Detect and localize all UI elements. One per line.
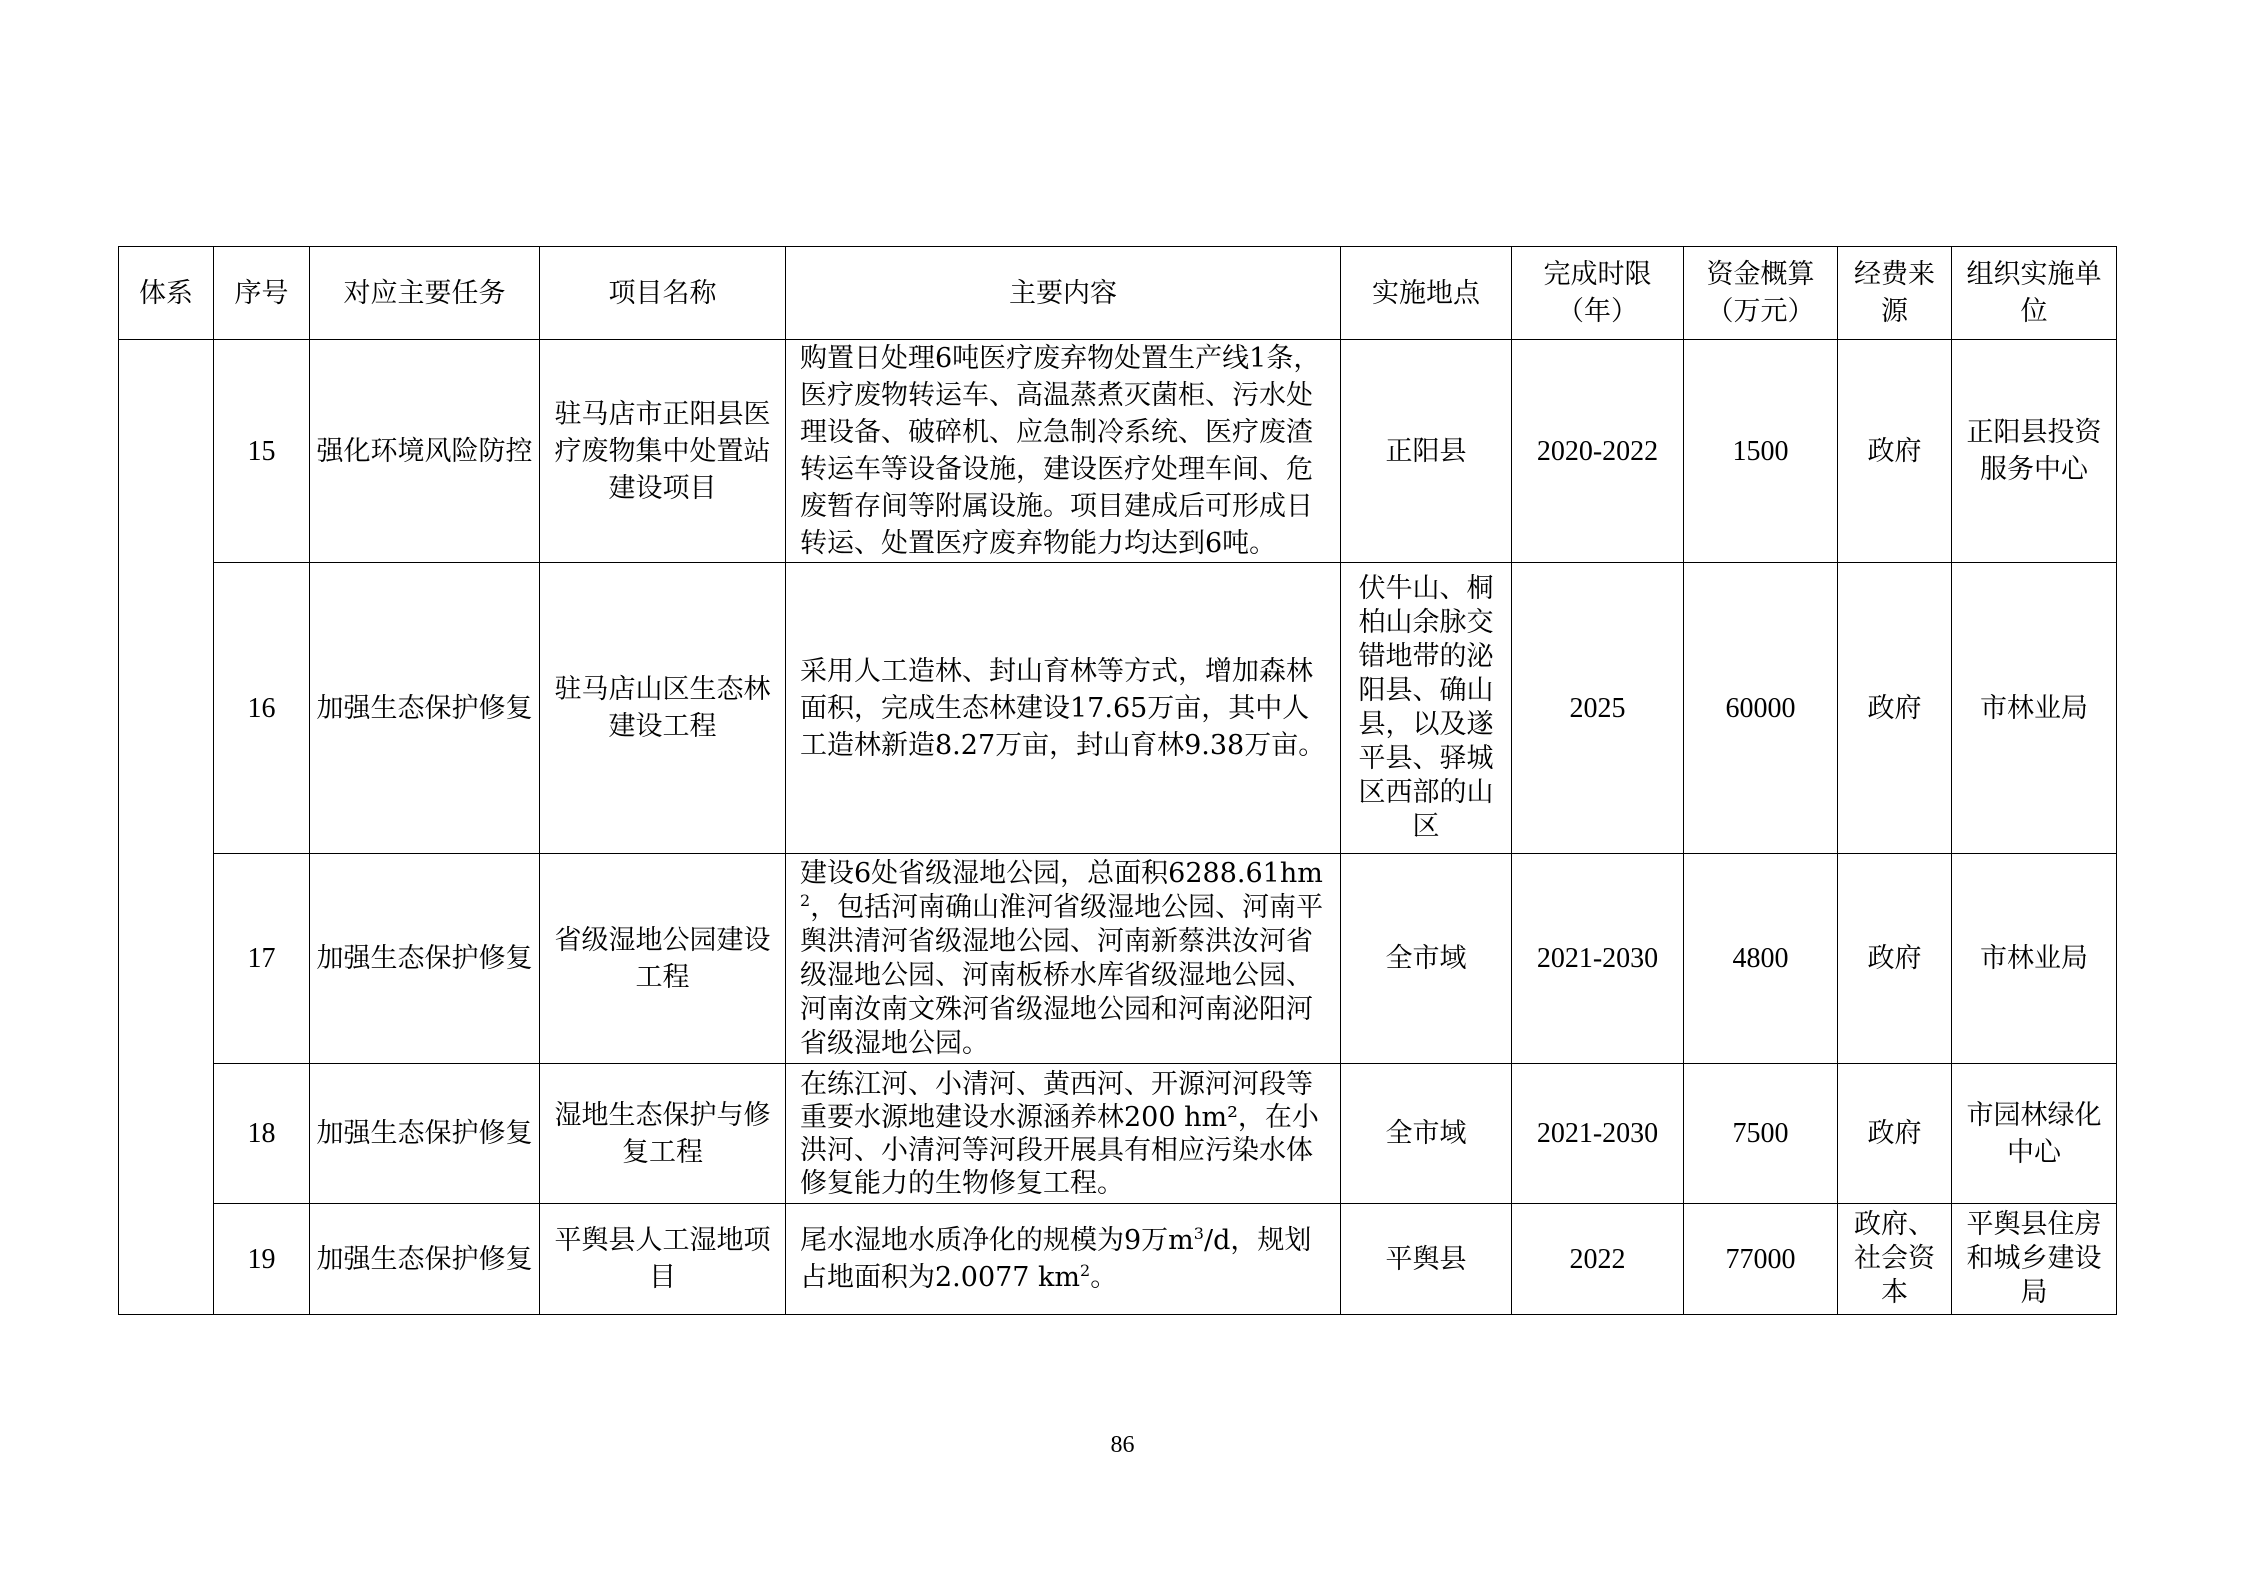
row-deadline: 2021-2030 [1512,1064,1684,1204]
row-content: 购置日处理6吨医疗废弃物处置生产线1条，医疗废物转运车、高温蒸煮灭菌柜、污水处理设备、破碎机、应急制冷系统、医疗废渣转运车等设备设施，建设医疗处理车间、危废暂存间等附属设施。项目建成后可形成日转运、处置医疗废弃物能力均达到6吨。 [786,340,1341,563]
row-deadline: 2025 [1512,563,1684,854]
content-text: 建设6处省级湿地公园，总面积6288.61hm [800,857,1323,889]
row-location: 正阳县 [1341,340,1512,563]
row-content [786,854,1341,1064]
row-deadline: 2021-2030 [1512,854,1684,1064]
row-org: 市林业局 [1952,563,2117,854]
header-system: 体系 [119,247,214,340]
row-funding: 政府 [1838,340,1952,563]
row-budget: 60000 [1684,563,1838,854]
row-project: 省级湿地公园建设工程 [540,854,786,1064]
row-project: 驻马店山区生态林建设工程 [540,563,786,854]
header-funding: 经费来源 [1838,247,1952,340]
row-deadline: 2022 [1512,1204,1684,1315]
header-task: 对应主要任务 [310,247,540,340]
row-funding: 政府 [1838,563,1952,854]
row-funding: 政府、社会资本 [1838,1204,1952,1315]
row-project: 平舆县人工湿地项目 [540,1204,786,1315]
row-task: 加强生态保护修复 [310,854,540,1064]
row-content [786,1204,1341,1315]
header-budget: 资金概算（万元） [1684,247,1838,340]
row-project: 湿地生态保护与修复工程 [540,1064,786,1204]
table-row [119,1064,2117,1204]
row-task: 强化环境风险防控 [310,340,540,563]
row-location: 平舆县 [1341,1204,1512,1315]
table-row [119,563,2117,854]
content-superscript: 2 [1080,1261,1091,1280]
page-number: 86 [1110,1432,1135,1458]
header-project: 项目名称 [540,247,786,340]
row-project: 驻马店市正阳县医疗废物集中处置站建设项目 [540,340,786,563]
row-index: 19 [214,1204,310,1315]
row-content: 在练江河、小清河、黄西河、开源河河段等重要水源地建设水源涵养林200 hm²，在小洪河、小清河等河段开展具有相应污染水体修复能力的生物修复工程。 [786,1064,1341,1204]
row-index: 15 [214,340,310,563]
project-table [118,246,2117,1315]
header-location: 实施地点 [1341,247,1512,340]
content-superscript: 2 [800,890,811,910]
row-location: 全市域 [1341,1064,1512,1204]
header-row [119,247,2117,340]
row-content: 采用人工造林、封山育林等方式，增加森林面积，完成生态林建设17.65万亩，其中人工造林新造8.27万亩，封山育林9.38万亩。 [786,563,1341,854]
row-location: 全市域 [1341,854,1512,1064]
row-deadline: 2020-2022 [1512,340,1684,563]
header-index: 序号 [214,247,310,340]
row-index: 16 [214,563,310,854]
row-budget: 77000 [1684,1204,1838,1315]
table-row [119,854,2117,1064]
row-org: 平舆县住房和城乡建设局 [1952,1204,2117,1315]
table-row [119,1204,2117,1315]
content-superscript: 3 [1193,1224,1204,1243]
content-text: 。 [1090,1262,1118,1293]
row-budget: 7500 [1684,1064,1838,1204]
header-deadline: 完成时限（年） [1512,247,1684,340]
content-text: ，包括河南确山淮河省级湿地公园、河南平舆洪清河省级湿地公园、河南新蔡洪汝河省级湿地公园、河南板桥水库省级湿地公园、河南汝南文殊河省级湿地公园和河南泌阳河省级湿地公园。 [800,891,1324,1059]
table-row [119,340,2117,563]
row-org: 正阳县投资服务中心 [1952,340,2117,563]
row-budget: 1500 [1684,340,1838,563]
row-task: 加强生态保护修复 [310,1204,540,1315]
header-org: 组织实施单位 [1952,247,2117,340]
row-task: 加强生态保护修复 [310,1064,540,1204]
row-index: 18 [214,1064,310,1204]
row-funding: 政府 [1838,854,1952,1064]
content-text: 尾水湿地水质净化的规模为9万m [800,1225,1194,1256]
system-cell [119,340,214,1315]
header-content: 主要内容 [786,247,1341,340]
row-org: 市林业局 [1952,854,2117,1064]
content-text: /d，规划占地面积为2.0077 km [800,1225,1312,1293]
row-location: 伏牛山、桐柏山余脉交错地带的泌阳县、确山县，以及遂平县、驿城区西部的山区 [1341,563,1512,854]
row-funding: 政府 [1838,1064,1952,1204]
row-budget: 4800 [1684,854,1838,1064]
row-index: 17 [214,854,310,1064]
row-task: 加强生态保护修复 [310,563,540,854]
row-org: 市园林绿化中心 [1952,1064,2117,1204]
